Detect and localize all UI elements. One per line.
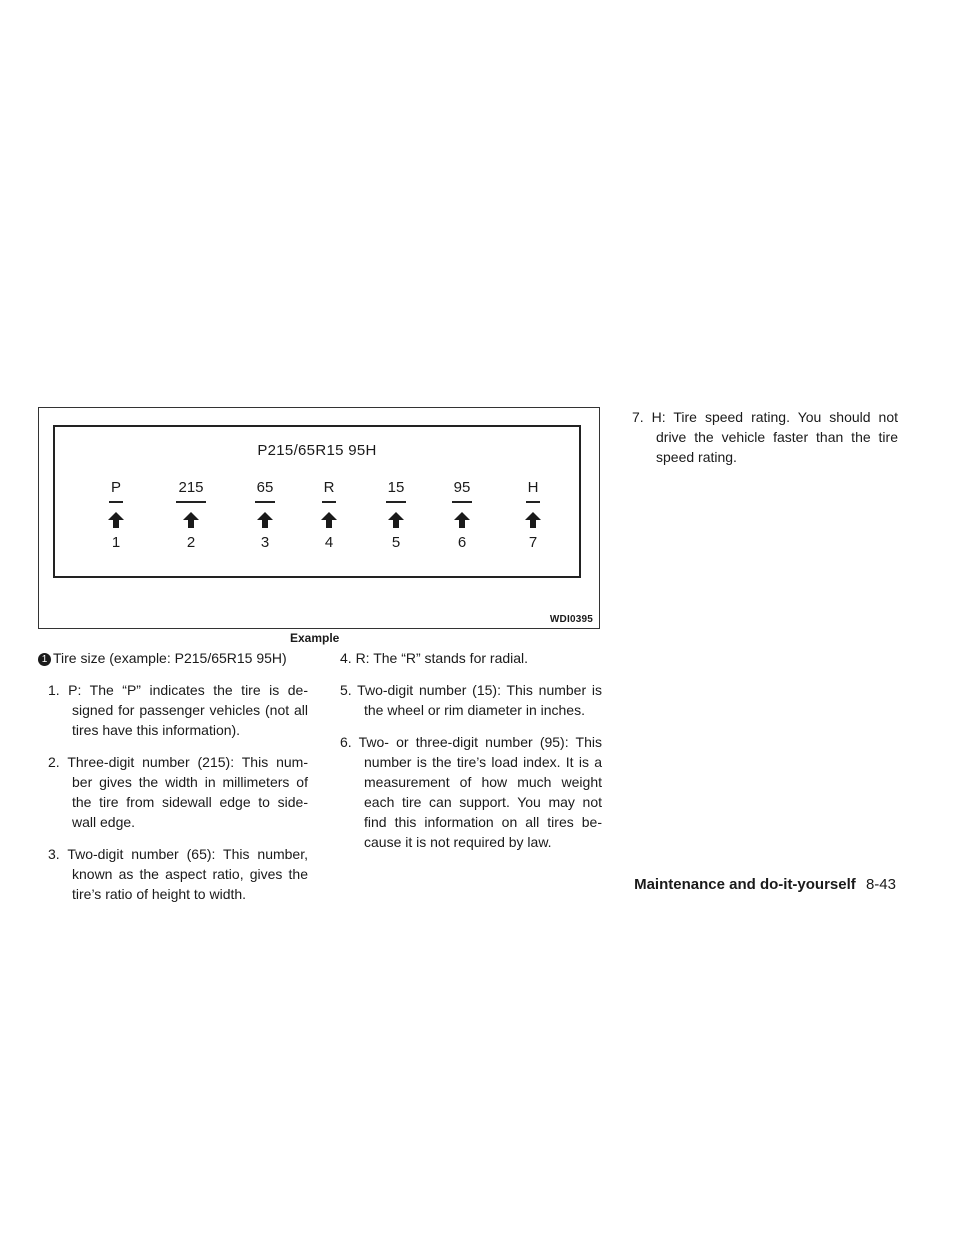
- figure-code: WDI0395: [549, 614, 593, 625]
- list-item: 6. Two- or three-digit number (95): This number is the tire’s load index. It is a measurement of how much weight each tire can support. You may not find this information on all tires be-cause it is not required by law.: [340, 734, 602, 850]
- part-number: 5: [391, 534, 401, 551]
- part-underline: [526, 501, 540, 503]
- column-middle: [330, 648, 602, 864]
- section-heading-text: Tire size (example: P215/65R15 95H): [53, 650, 287, 666]
- list-item: 4. R: The “R” stands for radial.: [340, 650, 529, 666]
- part-underline: [176, 501, 206, 503]
- part-underline: [255, 501, 275, 503]
- section-heading: [38, 648, 308, 668]
- part-number: 3: [260, 534, 270, 551]
- up-arrow-icon: [524, 511, 542, 529]
- part-number: 7: [528, 534, 538, 551]
- part-code: R: [323, 479, 335, 496]
- up-arrow-icon: [182, 511, 200, 529]
- part-number: 2: [186, 534, 196, 551]
- list-item: 7. H: Tire speed rating. You should not drive the vehicle faster than the tire speed rating.: [632, 409, 898, 465]
- up-arrow-icon: [387, 511, 405, 529]
- up-arrow-icon: [107, 511, 125, 529]
- column-right: [622, 407, 898, 479]
- page-number: 8-43: [865, 876, 896, 893]
- up-arrow-icon: [256, 511, 274, 529]
- circled-number-marker: 1: [38, 653, 51, 666]
- footer-section-title: Maintenance and do-it-yourself: [634, 876, 856, 893]
- list-item: 1. P: The “P” indicates the tire is de-signed for passenger vehicles (not all tires have this information).: [48, 682, 308, 738]
- tire-size-figure: [38, 407, 600, 629]
- part-code: 215: [178, 479, 204, 496]
- list-item: 5. Two-digit number (15): This number is the wheel or rim diameter in inches.: [340, 682, 602, 718]
- column-left: [38, 648, 308, 916]
- part-underline: [322, 501, 336, 503]
- part-underline: [452, 501, 472, 503]
- part-underline: [386, 501, 406, 503]
- part-code: 95: [453, 479, 471, 496]
- list-item: 3. Two-digit number (65): This number, known as the aspect ratio, gives the tire’s ratio of height to width.: [48, 846, 308, 902]
- tire-code-title: P215/65R15 95H: [257, 442, 377, 459]
- part-code: H: [527, 479, 539, 496]
- list-item: 2. Three-digit number (215): This num-ber gives the width in millimeters of the tire from sidewall edge to side-wall edge.: [48, 754, 308, 830]
- part-number: 4: [324, 534, 334, 551]
- part-code: 65: [256, 479, 274, 496]
- part-number: 1: [111, 534, 121, 551]
- part-code: P: [110, 479, 121, 496]
- part-underline: [109, 501, 123, 503]
- part-number: 6: [457, 534, 467, 551]
- up-arrow-icon: [320, 511, 338, 529]
- part-code: 15: [387, 479, 405, 496]
- up-arrow-icon: [453, 511, 471, 529]
- figure-caption: Example: [290, 631, 340, 645]
- tire-code-panel: [53, 425, 581, 578]
- page-footer: [634, 876, 896, 893]
